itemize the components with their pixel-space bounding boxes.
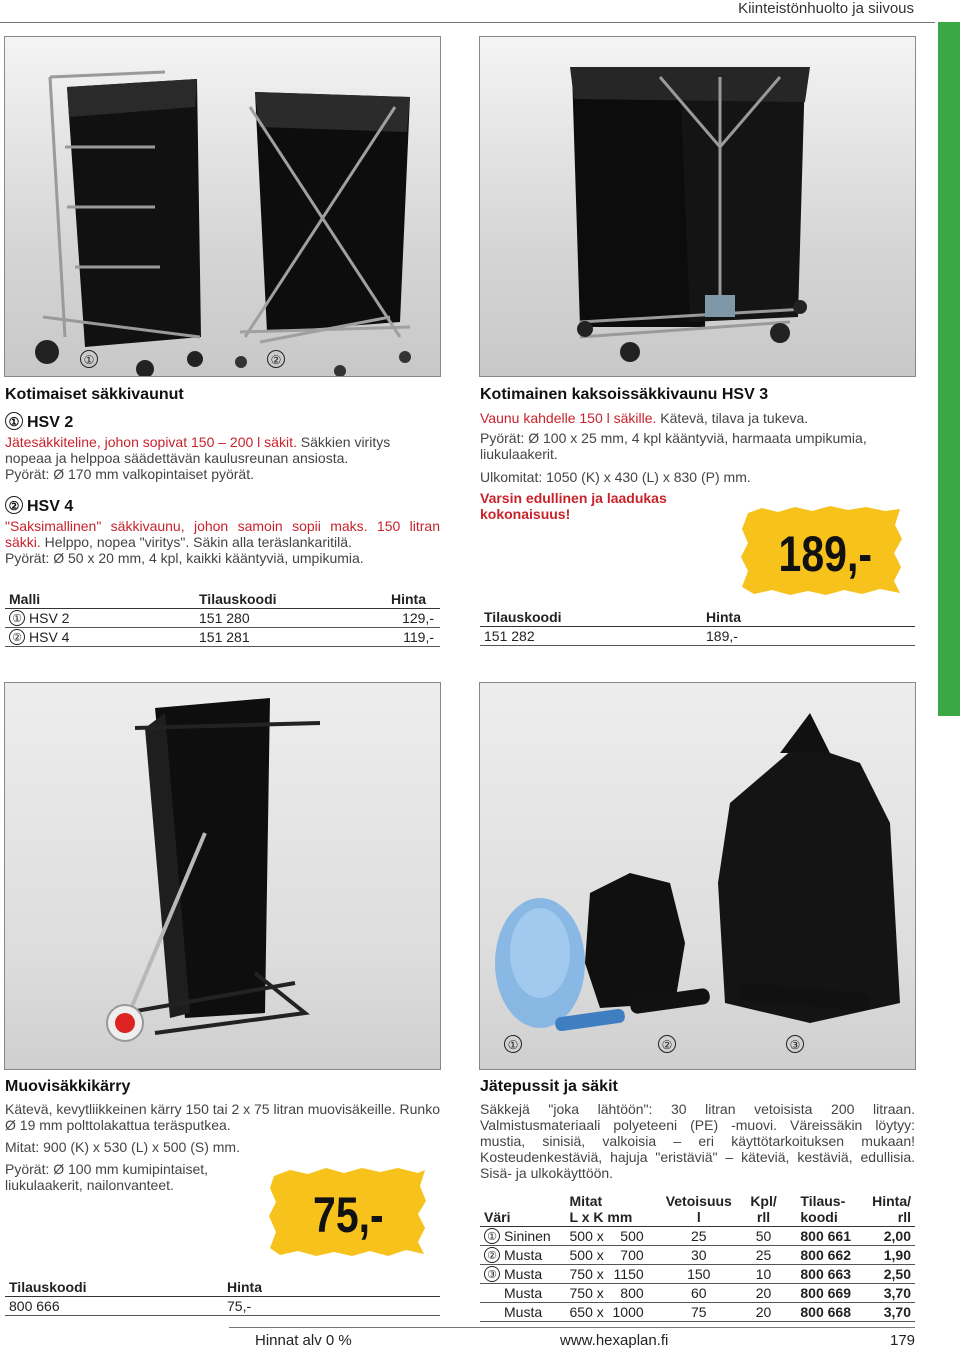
- bag-color: Musta: [504, 1266, 543, 1282]
- row-color: [480, 1227, 570, 1246]
- photo-marker-1: ①: [80, 350, 98, 368]
- col-qty-line1: Kpl/: [750, 1193, 777, 1209]
- col-code: Tilauskoodi: [199, 591, 359, 609]
- row-code: 800 662: [788, 1246, 872, 1265]
- section4-title: Jätepussit ja säkit: [480, 1078, 618, 1095]
- row-dims: 650 x 1000: [570, 1303, 659, 1322]
- product-photo-double-sack-cart: [479, 36, 916, 377]
- row-color: [480, 1303, 570, 1322]
- bag-width: 500: [569, 1247, 593, 1263]
- row-color: [480, 1284, 570, 1303]
- section1-item1-wheels: Pyörät: Ø 170 mm valkopintaiset pyörät.: [5, 466, 254, 482]
- bag-height: 700: [620, 1247, 644, 1263]
- col-volume-line2: l: [696, 1209, 701, 1225]
- row-volume: 30: [659, 1246, 739, 1265]
- photo-marker-2: ②: [267, 350, 285, 368]
- col-price: Hinta: [706, 609, 915, 627]
- table-row: [480, 1246, 915, 1265]
- col-color: [480, 1193, 570, 1227]
- section3-wheels: Pyörät: Ø 100 mm kumipintaiset, liukulaakerit, nailonvanteet.: [5, 1161, 209, 1193]
- bag-height: 1150: [613, 1266, 644, 1282]
- section2-desc-rest: Kätevä, tilava ja tukeva.: [656, 410, 809, 426]
- section2-desc: [480, 410, 915, 426]
- bag-color: Musta: [504, 1285, 543, 1301]
- price-badge-label: 189,-: [778, 526, 873, 582]
- footer-page-number: 179: [890, 1332, 916, 1349]
- item2-name: HSV 4: [27, 498, 74, 515]
- bag-height: 500: [620, 1228, 644, 1244]
- row-price: 3,70: [872, 1303, 915, 1322]
- col-code: Tilauskoodi: [5, 1279, 227, 1297]
- col-volume: [659, 1193, 739, 1227]
- row-code: 800 666: [5, 1297, 227, 1316]
- row-marker: ②: [9, 629, 25, 645]
- row-dims: 500 x 500: [570, 1227, 659, 1246]
- row-qty: 10: [739, 1265, 789, 1284]
- double-sack-cart-illustration: [480, 37, 915, 376]
- row-marker: ③: [484, 1266, 500, 1282]
- table-header-row: [480, 609, 915, 627]
- section1-item2-wheels: Pyörät: Ø 50 x 20 mm, 4 kpl, kaikki kääntyviä, umpikumia.: [5, 550, 364, 566]
- table-header-row: [5, 1279, 440, 1297]
- photo-marker-1: ①: [504, 1035, 522, 1053]
- section4-bag-table: [480, 1193, 915, 1322]
- row-dims: 500 x 700: [570, 1246, 659, 1265]
- row-price: 2,00: [872, 1227, 915, 1246]
- section2-promo: Varsin edullinen ja laadukas kokonaisuus!: [480, 490, 667, 522]
- section-color-tab: [938, 22, 960, 716]
- col-dims: [570, 1193, 659, 1227]
- row-price: 3,70: [872, 1284, 915, 1303]
- section1-item2-desc: [5, 518, 440, 550]
- item1-name: HSV 2: [27, 414, 74, 431]
- row-marker: ①: [484, 1228, 500, 1244]
- row-code: 151 280: [199, 609, 359, 628]
- row-volume: 25: [659, 1227, 739, 1246]
- row-qty: 20: [739, 1303, 789, 1322]
- col-price-line1: Hinta/: [872, 1193, 911, 1209]
- section2-desc-highlight: Vaunu kahdelle 150 l säkille.: [480, 410, 657, 426]
- item1-desc-rest: Säkkien viritys nopeaa ja helppoa säädettävän kaulusreunan ansiosta.: [5, 434, 391, 466]
- section3-desc: Kätevä, kevytliikkeinen kärry 150 tai 2 x 75 litran muovisäkeille. Runko Ø 19 mm polttolakattua teräsputkea.: [5, 1101, 440, 1133]
- row-code: 800 669: [788, 1284, 872, 1303]
- row-qty: 20: [739, 1284, 789, 1303]
- row-price: 1,90: [872, 1246, 915, 1265]
- row-code: 800 663: [788, 1265, 872, 1284]
- section2-title: Kotimainen kaksoissäkkivaunu HSV 3: [480, 386, 769, 403]
- sack-carts-illustration: [5, 37, 440, 376]
- row-color: [480, 1265, 570, 1284]
- col-dims-line1: Mitat: [569, 1193, 603, 1209]
- row-model: [5, 609, 199, 628]
- row-code: 800 668: [788, 1303, 872, 1322]
- bag-width: 650: [569, 1304, 593, 1320]
- footer-url: www.hexaplan.fi: [560, 1332, 669, 1349]
- table-row: [480, 1284, 915, 1303]
- section3-title: Muovisäkkikärry: [5, 1078, 131, 1095]
- section1-item1-desc: [5, 434, 440, 466]
- row-price: 2,50: [872, 1265, 915, 1284]
- row-marker: ①: [9, 610, 25, 626]
- row-dims: 750 x 1150: [570, 1265, 659, 1284]
- bag-width: 750: [569, 1266, 593, 1282]
- col-code-line2: koodi: [800, 1209, 838, 1225]
- header-divider: [0, 22, 935, 23]
- row-qty: 50: [739, 1227, 789, 1246]
- section4-desc: Säkkejä "joka lähtöön": 30 litran vetoisista 200 litraan. Valmistusmateriaali polyeteeni (PE) -muovi. Väreissäkin löytyy: mustia, sinisiä, valkoisia – eri käyttötarkoituksen mukaan! Kosteudenkestäviä, hajuja "eristäviä" – käteviä, kestäviä, edullisia. Sisä- ja ulkokäyttöön.: [480, 1101, 915, 1181]
- row-model: [5, 628, 199, 647]
- col-code: [788, 1193, 872, 1227]
- row-volume: 60: [659, 1284, 739, 1303]
- header-title: Kiinteistönhuolto ja siivous: [738, 0, 914, 17]
- footer-divider: [229, 1327, 915, 1328]
- table-row: [5, 1297, 440, 1316]
- row-qty: 25: [739, 1246, 789, 1265]
- price-badge-189: [740, 505, 905, 597]
- bag-width: 500: [569, 1228, 593, 1244]
- row-code: 800 661: [788, 1227, 872, 1246]
- col-price-line2: rll: [897, 1209, 911, 1225]
- price-badge-75: [268, 1166, 428, 1258]
- col-dims-line2: L x K mm: [569, 1209, 633, 1225]
- col-price: Hinta: [359, 591, 440, 609]
- row-volume: 75: [659, 1303, 739, 1322]
- table-header-row: [480, 1193, 915, 1227]
- section2-dims: Ulkomitat: 1050 (K) x 430 (L) x 830 (P) mm.: [480, 469, 751, 485]
- section2-price-table: [480, 609, 915, 646]
- section1-title: Kotimaiset säkkivaunut: [5, 386, 184, 403]
- table-row: [480, 627, 915, 646]
- row-price: 129,-: [359, 609, 440, 628]
- col-color-label: Väri: [484, 1209, 511, 1225]
- section1-item2-heading: [5, 496, 73, 516]
- row-price: 189,-: [706, 627, 915, 646]
- sack-trolley-illustration: [5, 683, 440, 1069]
- col-qty-line2: rll: [756, 1209, 771, 1225]
- product-photo-plastic-sack-trolley: [4, 682, 441, 1070]
- waste-bags-illustration: [480, 683, 915, 1069]
- row-volume: 150: [659, 1265, 739, 1284]
- product-photo-waste-bags: [479, 682, 916, 1070]
- item1-marker: ①: [5, 412, 23, 430]
- table-row: [480, 1265, 915, 1284]
- table-row: [480, 1303, 915, 1322]
- section3-dims: Mitat: 900 (K) x 530 (L) x 500 (S) mm.: [5, 1139, 240, 1155]
- model-name: HSV 2: [29, 610, 70, 626]
- bag-width: 750: [569, 1285, 593, 1301]
- table-header-row: [5, 591, 440, 609]
- section1-item1-heading: [5, 412, 73, 432]
- table-row: [5, 628, 440, 647]
- col-code-line1: Tilaus-: [800, 1193, 846, 1209]
- footer-note: Hinnat alv 0 %: [255, 1332, 352, 1349]
- bag-table-body: [480, 1227, 915, 1322]
- row-color: [480, 1246, 570, 1265]
- col-volume-line1: Vetoisuus: [665, 1193, 732, 1209]
- item2-desc-rest: Helppo, nopea "viritys". Säkin alla teräslankaritilä.: [40, 534, 352, 550]
- table-row: [480, 1227, 915, 1246]
- section2-wheels: Pyörät: Ø 100 x 25 mm, 4 kpl kääntyviä, harmaata umpikumia, liukulaakerit.: [480, 430, 867, 462]
- col-qty: [739, 1193, 789, 1227]
- item2-desc-highlight: "Saksimallinen" säkkivaunu, johon samoin sopii maks. 150 litran säkki.: [5, 518, 440, 550]
- col-price: [872, 1193, 915, 1227]
- section1-price-table: [5, 591, 440, 647]
- row-code: 151 281: [199, 628, 359, 647]
- bag-height: 1000: [612, 1304, 644, 1320]
- bag-color: Sininen: [504, 1228, 551, 1244]
- section3-price-table: [5, 1279, 440, 1316]
- bag-color: Musta: [504, 1304, 543, 1320]
- row-code: 151 282: [480, 627, 706, 646]
- photo-marker-3: ③: [786, 1035, 804, 1053]
- item2-marker: ②: [5, 496, 23, 514]
- photo-marker-2: ②: [658, 1035, 676, 1053]
- product-photo-sack-carts: [4, 36, 441, 377]
- table-row: [5, 609, 440, 628]
- row-dims: 750 x 800: [570, 1284, 659, 1303]
- model-name: HSV 4: [29, 629, 70, 645]
- col-model: Malli: [5, 591, 199, 609]
- row-price: 75,-: [227, 1297, 440, 1316]
- bag-height: 800: [620, 1285, 644, 1301]
- row-marker: ②: [484, 1247, 500, 1263]
- price-badge-label: 75,-: [313, 1187, 384, 1243]
- bag-color: Musta: [504, 1247, 543, 1263]
- row-price: 119,-: [359, 628, 440, 647]
- col-code: Tilauskoodi: [480, 609, 706, 627]
- col-price: Hinta: [227, 1279, 440, 1297]
- item1-desc-highlight: Jätesäkkiteline, johon sopivat 150 – 200 l säkit.: [5, 434, 297, 450]
